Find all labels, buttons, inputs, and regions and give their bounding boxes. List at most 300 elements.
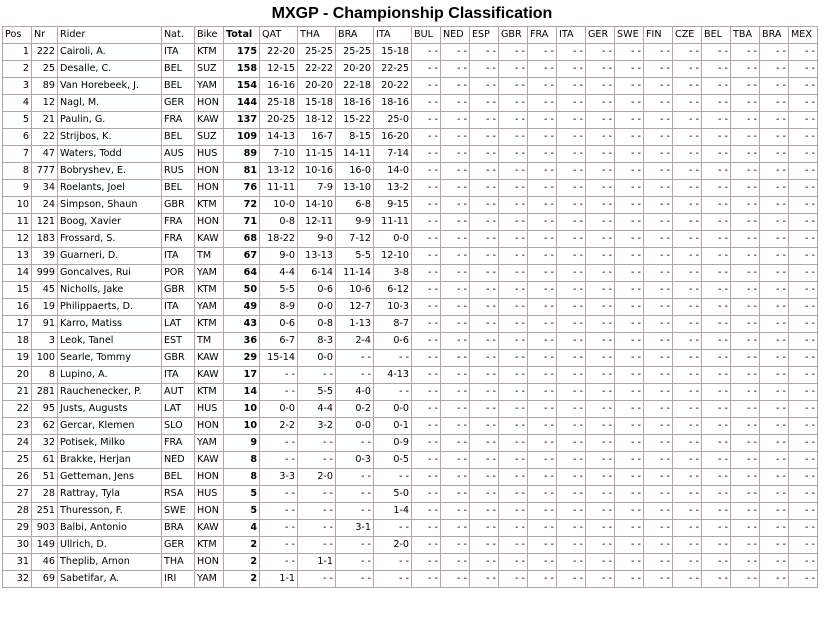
points-cell: - - [731, 282, 760, 299]
points-cell: - - [702, 401, 731, 418]
points-cell: - - [789, 503, 818, 520]
points-cell: - - [336, 503, 374, 520]
points-cell: - - [673, 452, 702, 469]
points-cell: - - [615, 299, 644, 316]
points-cell: - - [470, 520, 499, 537]
points-cell: - - [731, 333, 760, 350]
column-header-bel-20: BEL [702, 27, 731, 44]
total-cell: 14 [224, 384, 260, 401]
points-cell: - - [731, 520, 760, 537]
table-row [3, 95, 818, 112]
points-cell: 6-8 [336, 197, 374, 214]
points-cell: 7-10 [260, 146, 298, 163]
points-cell: - - [644, 520, 673, 537]
bike-cell: HON [195, 503, 224, 520]
table-row [3, 333, 818, 350]
points-cell: - - [260, 537, 298, 554]
points-cell: - - [760, 214, 789, 231]
points-cell: - - [441, 180, 470, 197]
points-cell: - - [731, 44, 760, 61]
total-cell: 154 [224, 78, 260, 95]
points-cell: 6-12 [374, 282, 412, 299]
points-cell: - - [528, 401, 557, 418]
pos-cell: 25 [3, 452, 32, 469]
column-header-bul-10: BUL [412, 27, 441, 44]
table-row [3, 265, 818, 282]
points-cell: - - [789, 299, 818, 316]
points-cell: - - [760, 129, 789, 146]
rider-cell: Frossard, S. [58, 231, 162, 248]
bike-cell: KAW [195, 452, 224, 469]
points-cell: - - [731, 435, 760, 452]
points-cell: - - [644, 554, 673, 571]
bike-cell: HON [195, 95, 224, 112]
nr-cell: 3 [32, 333, 58, 350]
points-cell: - - [702, 486, 731, 503]
nat-cell: NED [162, 452, 195, 469]
points-cell: - - [499, 265, 528, 282]
pos-cell: 27 [3, 486, 32, 503]
points-cell: - - [644, 231, 673, 248]
points-cell: - - [644, 418, 673, 435]
points-cell: - - [731, 146, 760, 163]
points-cell: - - [557, 214, 586, 231]
table-row [3, 163, 818, 180]
bike-cell: HON [195, 214, 224, 231]
points-cell: - - [441, 146, 470, 163]
points-cell: - - [673, 231, 702, 248]
table-row [3, 401, 818, 418]
points-cell: - - [499, 282, 528, 299]
bike-cell: HUS [195, 401, 224, 418]
table-row [3, 146, 818, 163]
points-cell: 0-1 [374, 418, 412, 435]
nat-cell: FRA [162, 112, 195, 129]
points-cell: - - [586, 146, 615, 163]
points-cell: 4-4 [260, 265, 298, 282]
points-cell: - - [470, 282, 499, 299]
points-cell: - - [412, 401, 441, 418]
points-cell: - - [731, 265, 760, 282]
points-cell: - - [499, 61, 528, 78]
points-cell: - - [760, 537, 789, 554]
points-cell: - - [760, 197, 789, 214]
points-cell: - - [260, 435, 298, 452]
points-cell: - - [702, 537, 731, 554]
points-cell: - - [470, 248, 499, 265]
points-cell: - - [412, 129, 441, 146]
points-cell: 10-0 [260, 197, 298, 214]
points-cell: 25-18 [260, 95, 298, 112]
points-cell: - - [789, 265, 818, 282]
points-cell: - - [731, 384, 760, 401]
total-cell: 36 [224, 333, 260, 350]
table-row [3, 282, 818, 299]
nat-cell: AUT [162, 384, 195, 401]
points-cell: - - [615, 418, 644, 435]
rider-cell: Desalle, C. [58, 61, 162, 78]
points-cell: - - [615, 197, 644, 214]
points-cell: 8-3 [298, 333, 336, 350]
points-cell: - - [673, 146, 702, 163]
points-cell: - - [441, 197, 470, 214]
points-cell: - - [412, 486, 441, 503]
points-cell: 2-2 [260, 418, 298, 435]
points-cell: - - [731, 248, 760, 265]
points-cell: - - [499, 350, 528, 367]
points-cell: - - [260, 520, 298, 537]
points-cell: 3-8 [374, 265, 412, 282]
points-cell: - - [412, 316, 441, 333]
points-cell: - - [441, 214, 470, 231]
points-cell: - - [528, 350, 557, 367]
points-cell: - - [298, 503, 336, 520]
points-cell: 10-6 [336, 282, 374, 299]
points-cell: 7-12 [336, 231, 374, 248]
total-cell: 10 [224, 418, 260, 435]
nr-cell: 47 [32, 146, 58, 163]
points-cell: - - [789, 350, 818, 367]
column-header-tha: THA [298, 27, 336, 44]
points-cell: - - [789, 197, 818, 214]
points-cell: - - [586, 197, 615, 214]
points-cell: 2-0 [374, 537, 412, 554]
bike-cell: YAM [195, 299, 224, 316]
points-cell: - - [760, 231, 789, 248]
points-cell: - - [441, 95, 470, 112]
table-row [3, 180, 818, 197]
points-cell: - - [615, 129, 644, 146]
points-cell: - - [644, 469, 673, 486]
points-cell: 12-15 [260, 61, 298, 78]
table-row [3, 129, 818, 146]
points-cell: - - [499, 401, 528, 418]
points-cell: - - [586, 282, 615, 299]
table-row [3, 316, 818, 333]
points-cell: - - [470, 571, 499, 588]
points-cell: - - [374, 554, 412, 571]
points-cell: - - [644, 350, 673, 367]
points-cell: - - [673, 469, 702, 486]
rider-cell: Van Horebeek, J. [58, 78, 162, 95]
rider-cell: Getteman, Jens [58, 469, 162, 486]
points-cell: - - [470, 418, 499, 435]
table-row [3, 418, 818, 435]
points-cell: - - [374, 469, 412, 486]
bike-cell: YAM [195, 78, 224, 95]
points-cell: 0-0 [336, 418, 374, 435]
points-cell: - - [412, 282, 441, 299]
points-cell: - - [470, 61, 499, 78]
points-cell: - - [702, 571, 731, 588]
points-cell: - - [298, 435, 336, 452]
points-cell: - - [731, 299, 760, 316]
points-cell: - - [557, 129, 586, 146]
points-cell: - - [557, 452, 586, 469]
bike-cell: HON [195, 163, 224, 180]
points-cell: - - [644, 44, 673, 61]
points-cell: 0-6 [374, 333, 412, 350]
points-cell: - - [702, 129, 731, 146]
points-cell: - - [760, 571, 789, 588]
points-cell: 9-15 [374, 197, 412, 214]
points-cell: - - [702, 299, 731, 316]
points-cell: - - [644, 333, 673, 350]
points-cell: 1-4 [374, 503, 412, 520]
column-header-pos: Pos [3, 27, 32, 44]
points-cell: - - [499, 418, 528, 435]
points-cell: - - [412, 95, 441, 112]
points-cell: - - [673, 78, 702, 95]
points-cell: 11-14 [336, 265, 374, 282]
points-cell: - - [499, 367, 528, 384]
points-cell: - - [557, 78, 586, 95]
points-cell: - - [644, 537, 673, 554]
points-cell: - - [673, 418, 702, 435]
points-cell: - - [615, 435, 644, 452]
points-cell: - - [470, 452, 499, 469]
nr-cell: 100 [32, 350, 58, 367]
points-cell: - - [298, 520, 336, 537]
points-cell: - - [760, 554, 789, 571]
table-row [3, 435, 818, 452]
points-cell: - - [470, 384, 499, 401]
points-cell: 3-1 [336, 520, 374, 537]
points-cell: - - [557, 299, 586, 316]
points-cell: 8-9 [260, 299, 298, 316]
total-cell: 5 [224, 503, 260, 520]
points-cell: - - [789, 61, 818, 78]
rider-cell: Goncalves, Rui [58, 265, 162, 282]
points-cell: - - [470, 214, 499, 231]
points-cell: - - [499, 571, 528, 588]
points-cell: - - [615, 571, 644, 588]
points-cell: 14-13 [260, 129, 298, 146]
points-cell: - - [557, 537, 586, 554]
points-cell: - - [644, 180, 673, 197]
column-header-ita-15: ITA [557, 27, 586, 44]
table-row [3, 44, 818, 61]
points-cell: - - [260, 486, 298, 503]
points-cell: 0-0 [374, 401, 412, 418]
rider-cell: Boog, Xavier [58, 214, 162, 231]
points-cell: - - [412, 384, 441, 401]
nat-cell: ITA [162, 367, 195, 384]
column-header-swe-17: SWE [615, 27, 644, 44]
points-cell: - - [441, 163, 470, 180]
column-header-bike: Bike [195, 27, 224, 44]
points-cell: - - [615, 78, 644, 95]
bike-cell: KTM [195, 316, 224, 333]
points-cell: - - [499, 214, 528, 231]
column-header-fin-18: FIN [644, 27, 673, 44]
points-cell: - - [441, 248, 470, 265]
nr-cell: 903 [32, 520, 58, 537]
points-cell: - - [528, 129, 557, 146]
bike-cell: KTM [195, 44, 224, 61]
points-cell: - - [528, 520, 557, 537]
points-cell: 25-0 [374, 112, 412, 129]
points-cell: - - [789, 78, 818, 95]
nr-cell: 149 [32, 537, 58, 554]
pos-cell: 6 [3, 129, 32, 146]
points-cell: - - [412, 503, 441, 520]
points-cell: - - [499, 146, 528, 163]
points-cell: 16-7 [298, 129, 336, 146]
points-cell: 15-14 [260, 350, 298, 367]
table-row [3, 537, 818, 554]
points-cell: - - [702, 78, 731, 95]
points-cell: - - [336, 469, 374, 486]
points-cell: - - [731, 486, 760, 503]
points-cell: - - [702, 333, 731, 350]
pos-cell: 19 [3, 350, 32, 367]
points-cell: - - [731, 197, 760, 214]
points-cell: - - [789, 146, 818, 163]
points-cell: - - [260, 554, 298, 571]
points-cell: - - [528, 333, 557, 350]
bike-cell: HON [195, 180, 224, 197]
rider-cell: Gercar, Klemen [58, 418, 162, 435]
points-cell: 22-25 [374, 61, 412, 78]
points-cell: - - [412, 146, 441, 163]
points-cell: 10-16 [298, 163, 336, 180]
pos-cell: 23 [3, 418, 32, 435]
points-cell: - - [441, 401, 470, 418]
points-cell: - - [528, 435, 557, 452]
nr-cell: 999 [32, 265, 58, 282]
pos-cell: 13 [3, 248, 32, 265]
points-cell: - - [760, 163, 789, 180]
table-row [3, 231, 818, 248]
column-header-bra: BRA [336, 27, 374, 44]
points-cell: - - [789, 95, 818, 112]
points-cell: - - [789, 571, 818, 588]
points-cell: - - [615, 44, 644, 61]
nat-cell: FRA [162, 231, 195, 248]
points-cell: - - [673, 316, 702, 333]
points-cell: - - [673, 554, 702, 571]
points-cell: - - [615, 248, 644, 265]
pos-cell: 18 [3, 333, 32, 350]
points-cell: - - [412, 520, 441, 537]
points-cell: - - [557, 469, 586, 486]
points-cell: - - [731, 316, 760, 333]
pos-cell: 5 [3, 112, 32, 129]
points-cell: - - [586, 401, 615, 418]
points-cell: - - [644, 95, 673, 112]
points-cell: - - [470, 554, 499, 571]
points-cell: - - [702, 316, 731, 333]
nr-cell: 45 [32, 282, 58, 299]
points-cell: - - [441, 265, 470, 282]
points-cell: - - [586, 333, 615, 350]
points-cell: - - [470, 112, 499, 129]
points-cell: - - [441, 44, 470, 61]
points-cell: - - [260, 452, 298, 469]
points-cell: 10-3 [374, 299, 412, 316]
points-cell: - - [412, 299, 441, 316]
points-cell: 0-8 [298, 316, 336, 333]
pos-cell: 10 [3, 197, 32, 214]
points-cell: - - [528, 265, 557, 282]
points-cell: 7-9 [298, 180, 336, 197]
nr-cell: 24 [32, 197, 58, 214]
pos-cell: 30 [3, 537, 32, 554]
column-header-rider: Rider [58, 27, 162, 44]
points-cell: 22-18 [336, 78, 374, 95]
rider-cell: Sabetifar, A. [58, 571, 162, 588]
column-header-total: Total [224, 27, 260, 44]
nr-cell: 46 [32, 554, 58, 571]
points-cell: - - [557, 146, 586, 163]
total-cell: 175 [224, 44, 260, 61]
points-cell: - - [673, 299, 702, 316]
points-cell: - - [644, 146, 673, 163]
points-cell: - - [528, 197, 557, 214]
rider-cell: Balbi, Antonio [58, 520, 162, 537]
points-cell: 9-9 [336, 214, 374, 231]
points-cell: - - [470, 146, 499, 163]
points-cell: - - [731, 231, 760, 248]
nat-cell: GER [162, 95, 195, 112]
points-cell: 3-2 [298, 418, 336, 435]
nat-cell: GBR [162, 197, 195, 214]
points-cell: - - [673, 520, 702, 537]
nat-cell: LAT [162, 401, 195, 418]
points-cell: 20-20 [298, 78, 336, 95]
points-cell: - - [644, 401, 673, 418]
points-cell: - - [528, 384, 557, 401]
points-cell: - - [528, 112, 557, 129]
points-cell: - - [441, 78, 470, 95]
points-cell: - - [615, 520, 644, 537]
points-cell: 25-25 [336, 44, 374, 61]
points-cell: - - [760, 282, 789, 299]
points-cell: - - [644, 452, 673, 469]
nr-cell: 34 [32, 180, 58, 197]
points-cell: 0-0 [298, 350, 336, 367]
total-cell: 158 [224, 61, 260, 78]
points-cell: - - [528, 469, 557, 486]
points-cell: 15-18 [374, 44, 412, 61]
points-cell: - - [441, 571, 470, 588]
table-row [3, 520, 818, 537]
total-cell: 71 [224, 214, 260, 231]
points-cell: - - [499, 316, 528, 333]
column-header-tba-21: TBA [731, 27, 760, 44]
points-cell: - - [615, 537, 644, 554]
nr-cell: 61 [32, 452, 58, 469]
points-cell: - - [644, 248, 673, 265]
points-cell: 5-5 [260, 282, 298, 299]
points-cell: - - [528, 299, 557, 316]
column-header-gbr-13: GBR [499, 27, 528, 44]
points-cell: - - [528, 537, 557, 554]
bike-cell: TM [195, 248, 224, 265]
bike-cell: SUZ [195, 61, 224, 78]
points-cell: - - [702, 435, 731, 452]
points-cell: - - [789, 520, 818, 537]
points-cell: - - [789, 367, 818, 384]
points-cell: - - [673, 350, 702, 367]
points-cell: - - [644, 435, 673, 452]
points-cell: - - [374, 571, 412, 588]
points-cell: - - [615, 112, 644, 129]
points-cell: 0-0 [374, 231, 412, 248]
pos-cell: 32 [3, 571, 32, 588]
points-cell: - - [412, 163, 441, 180]
